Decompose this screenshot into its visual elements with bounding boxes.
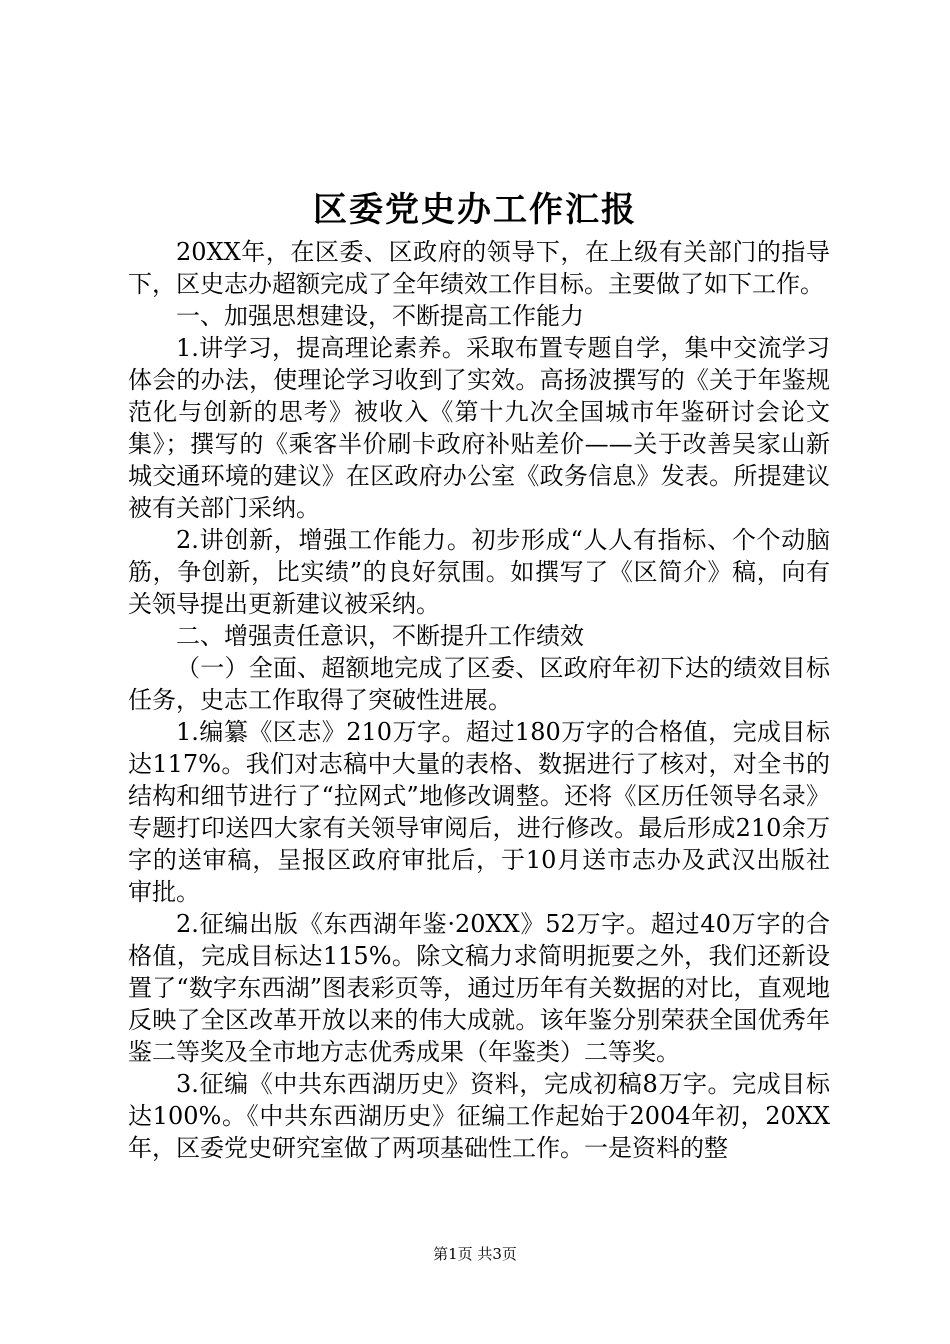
paragraph-party-history: 3.征编《中共东西湖历史》资料，完成初稿8万字。完成目标达100%。《中共东西湖历史》征编工作起始于2004年初，20XX年，区委党史研究室做了两项基础性工作。一是资料的整 [128,1070,830,1162]
paragraph-yearbook: 2.征编出版《东西湖年鉴·20XX》52万字。超过40万字的合格值，完成目标达115%。除文稿力求简明扼要之外，我们还新设置了“数字东西湖”图表彩页等，通过历年有关数据的对比，直观地反映了全区改革开放以来的伟大成就。该年鉴分别荣获全国优秀年鉴二等奖及全市地方志优秀成果（年鉴类）二等奖。 [128,910,830,1066]
subsection-heading-1: （一）全面、超额地完成了区委、区政府年初下达的绩效目标任务，史志工作取得了突破性进展。 [128,654,830,714]
page-footer: 第1页 共3页 [433,1245,517,1263]
paragraph-intro: 20XX年，在区委、区政府的领导下，在上级有关部门的指导下，区史志办超额完成了全年绩效工作目标。主要做了如下工作。 [128,238,830,298]
paragraph-study: 1.讲学习，提高理论素养。采取布置专题自学，集中交流学习体会的办法，使理论学习收到了实效。高扬波撰写的《关于年鉴规范化与创新的思考》被收入《第十九次全国城市年鉴研讨会论文集》；撰写的《乘客半价刷卡政府补贴差价——关于改善吴家山新城交通环境的建议》在区政府办公室《政务信息》发表。所提建议被有关部门采纳。 [128,334,830,522]
paragraph-innovation: 2.讲创新，增强工作能力。初步形成“人人有指标、个个动脑筋，争创新，比实绩”的良好氛围。如撰写了《区简介》稿，向有关领导提出更新建议被采纳。 [128,526,830,618]
section-heading-1: 一、加强思想建设，不断提高工作能力 [176,302,584,330]
document-body [128,236,830,1164]
paragraph-district-annals: 1.编纂《区志》210万字。超过180万字的合格值，完成目标达117%。我们对志稿中大量的表格、数据进行了核对，对全书的结构和细节进行了“拉网式”地修改调整。还将《区历任领导名录》专题打印送四大家有关领导审阅后，进行修改。最后形成210余万字的送审稿，呈报区政府审批后，于10月送市志办及武汉出版社审批。 [128,718,830,906]
section-heading-2: 二、增强责任意识，不断提升工作绩效 [176,622,584,650]
document-title: 区委党史办工作汇报 [313,190,637,230]
